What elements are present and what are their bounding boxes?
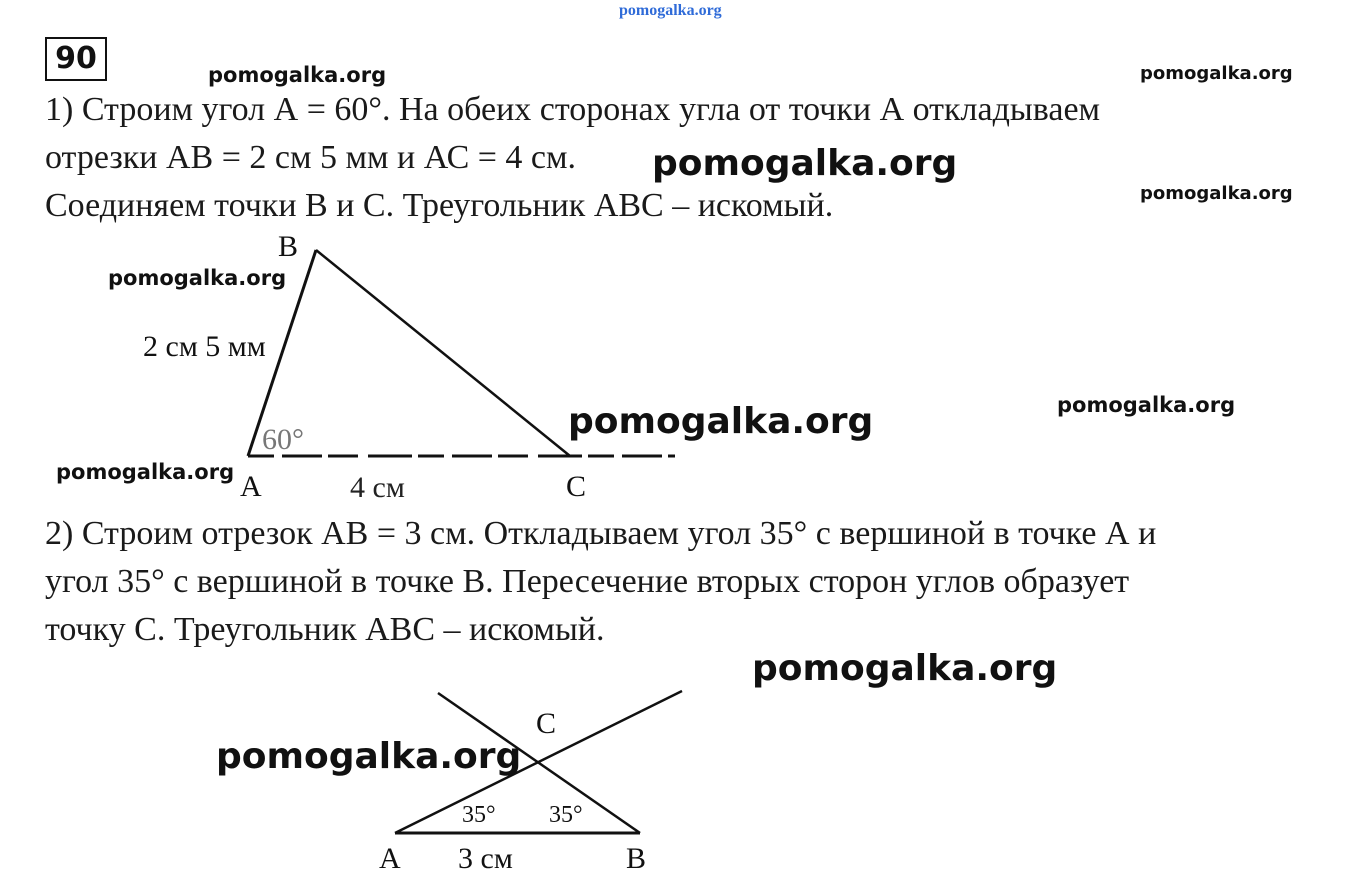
vertex-a-label: A bbox=[240, 470, 262, 503]
watermark-text: pomogalka.org bbox=[108, 266, 287, 290]
watermark-text: pomogalka.org bbox=[1140, 63, 1293, 84]
part2-line1: 2) Строим отрезок АВ = 3 см. Откладываем угол 35° с вершиной в точке А и bbox=[45, 515, 1157, 552]
side-ab-length-label-2: 3 см bbox=[458, 842, 513, 875]
part1-line3: Соединяем точки В и С. Треугольник АВС – искомый. bbox=[45, 187, 834, 224]
watermark-text: pomogalka.org bbox=[1140, 183, 1293, 204]
watermark-text: pomogalka.org bbox=[1057, 393, 1236, 417]
watermark-text: pomogalka.org bbox=[752, 648, 1058, 689]
part2-line2: угол 35° с вершиной в точке В. Пересечение вторых сторон углов образует bbox=[45, 563, 1130, 600]
triangle-figure-2 bbox=[379, 691, 682, 875]
angle-a-label: 60° bbox=[262, 423, 304, 456]
side-ab-length-label: 2 см 5 мм bbox=[143, 330, 266, 363]
vertex-c-label-2: C bbox=[536, 707, 557, 740]
side-ac-length-label: 4 см bbox=[350, 471, 405, 504]
vertex-c-label: C bbox=[566, 470, 587, 503]
vertex-b-label-2: B bbox=[626, 842, 647, 875]
watermark-text: pomogalka.org bbox=[652, 143, 958, 184]
vertex-b-label: B bbox=[278, 230, 299, 263]
watermark-text: pomogalka.org bbox=[216, 736, 522, 777]
angle-a-label-2: 35° bbox=[462, 802, 496, 828]
watermark-text: pomogalka.org bbox=[56, 460, 235, 484]
watermark-text: pomogalka.org bbox=[568, 401, 874, 442]
side-bc-line bbox=[316, 250, 570, 456]
part2-line3: точку С. Треугольник АВС – искомый. bbox=[45, 611, 605, 648]
part1-line2: отрезки АВ = 2 см 5 мм и АС = 4 см. bbox=[45, 139, 577, 176]
header-watermark: pomogalka.org bbox=[619, 2, 722, 19]
vertex-a-label-2: A bbox=[379, 842, 401, 875]
watermark-text: pomogalka.org bbox=[208, 63, 387, 87]
part1-line1: 1) Строим угол А = 60°. На обеих сторонах угла от точки А откладываем bbox=[45, 91, 1101, 128]
angle-b-label-2: 35° bbox=[549, 802, 583, 828]
problem-number: 90 bbox=[45, 37, 107, 81]
